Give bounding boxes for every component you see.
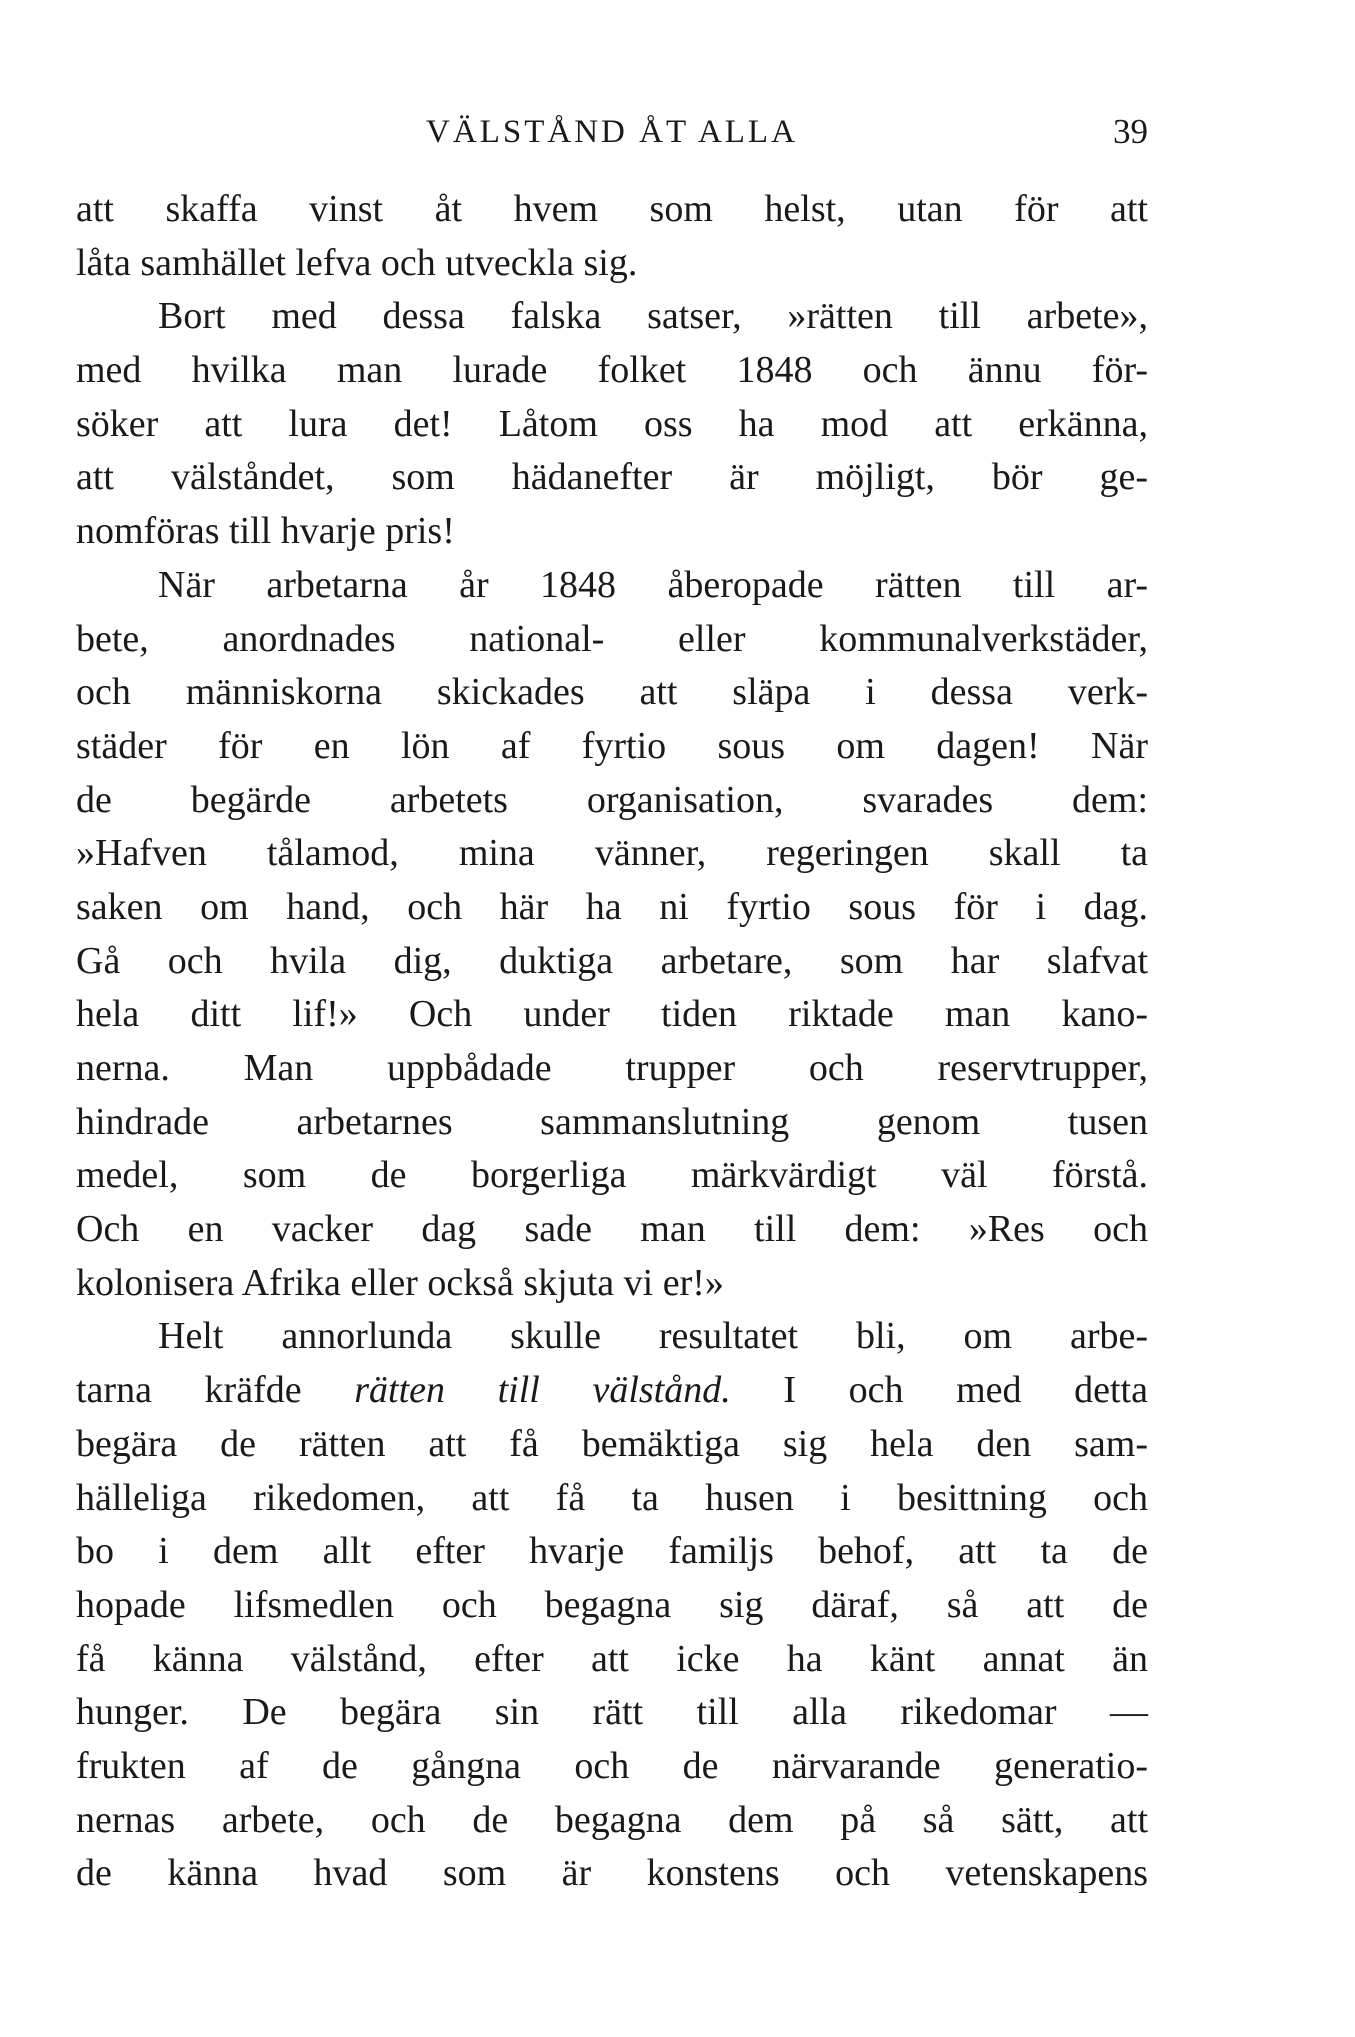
text-line: »Hafven tålamod, mina vänner, regeringen skall ta (76, 832, 1148, 875)
text-line: nerna. Man uppbådade trupper och reservtrupper, (76, 1047, 1148, 1089)
text-line: hela ditt lif!» Och under tiden riktade man kano- (76, 993, 1148, 1036)
text-line: kolonisera Afrika eller också skjuta vi er!» (76, 1261, 724, 1304)
text-line: få känna välstånd, efter att icke ha känt annat än (76, 1637, 1148, 1680)
text-line: hunger. De begära sin rätt till alla rikedomar — (76, 1691, 1148, 1734)
text-line: bo i dem allt efter hvarje familjs behof, att ta de (76, 1530, 1148, 1573)
text-line-with-emphasis (76, 1364, 1148, 1418)
text-line: Bort med dessa falska satser, »rätten till arbete», (158, 295, 1148, 338)
text-line: med hvilka man lurade folket 1848 och ännu för- (76, 349, 1148, 392)
text-line: städer för en lön af fyrtio sous om dagen! När (76, 724, 1148, 767)
page-number: 39 (1113, 112, 1148, 151)
text-line: hopade lifsmedlen och begagna sig däraf, så att de (76, 1583, 1148, 1626)
running-head (76, 108, 1148, 156)
emphasized-phrase: rätten till välstånd. (354, 1369, 731, 1412)
text-line: begära de rätten att få bemäktiga sig hela den sam- (76, 1422, 1148, 1465)
text-line: Och en vacker dag sade man till dem: »Res och (76, 1208, 1148, 1251)
text-line: bete, anordnades national- eller kommunalverkstäder, (76, 617, 1148, 660)
text-line: nernas arbete, och de begagna dem på så sätt, att (76, 1798, 1148, 1841)
text-line: låta samhället lefva och utveckla sig. (76, 241, 638, 284)
text-line: att skaffa vinst åt hvem som helst, utan för att (76, 188, 1148, 230)
text-line: Gå och hvila dig, duktiga arbetare, som har slafvat (76, 939, 1148, 982)
text-line: medel, som de borgerliga märkvärdigt väl förstå. (76, 1154, 1148, 1197)
text-line: nomföras till hvarje pris! (76, 510, 455, 553)
text-line: Helt annorlunda skulle resultatet bli, om arbe- (158, 1315, 1148, 1358)
line-text-after: I och med detta (730, 1369, 1148, 1412)
line-text-before: tarna kräfde (76, 1369, 355, 1412)
text-line: hindrade arbetarnes sammanslutning genom tusen (76, 1100, 1148, 1143)
text-line: När arbetarna år 1848 åberopade rätten till ar- (158, 563, 1148, 606)
text-line: frukten af de gångna och de närvarande generatio- (76, 1744, 1148, 1787)
text-line: de begärde arbetets organisation, svarades dem: (76, 778, 1148, 821)
body-text (76, 183, 1148, 1901)
running-title: VÄLSTÅND ÅT ALLA (426, 114, 798, 150)
text-line: hälleliga rikedomen, att få ta husen i besittning och (76, 1476, 1148, 1519)
text-line: de känna hvad som är konstens och vetenskapens (76, 1852, 1148, 1895)
text-line: att välståndet, som hädanefter är möjligt, bör ge- (76, 456, 1148, 499)
text-line: saken om hand, och här ha ni fyrtio sous för i dag. (76, 885, 1148, 928)
text-line: söker att lura det! Låtom oss ha mod att erkänna, (76, 402, 1148, 445)
text-line: och människorna skickades att släpa i dessa verk- (76, 671, 1148, 714)
